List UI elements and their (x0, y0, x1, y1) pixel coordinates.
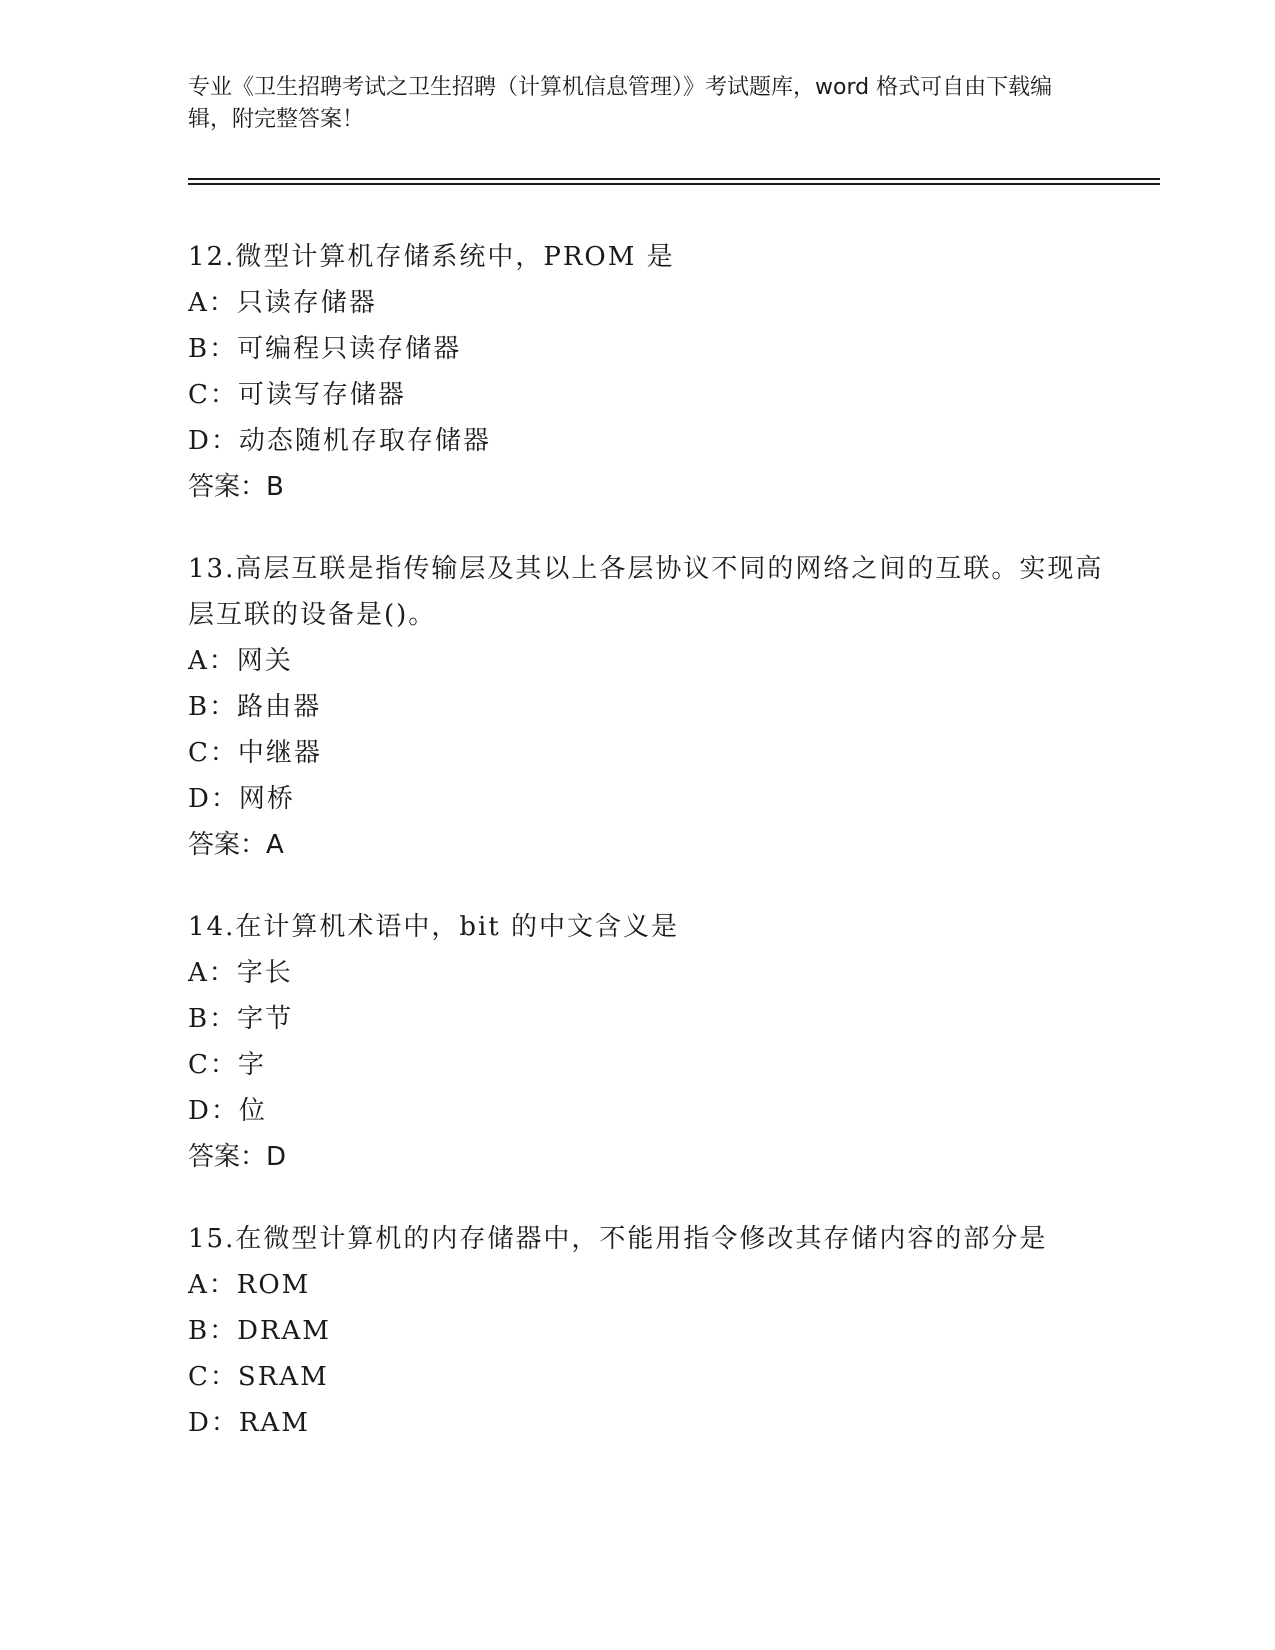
question-stem: 13.高层互联是指传输层及其以上各层协议不同的网络之间的互联。实现高层互联的设备是()。 (188, 554, 1104, 630)
option-text: 动态随机存取存储器 (238, 426, 491, 456)
option-key: B： (188, 1316, 238, 1346)
option-d (188, 418, 1108, 464)
option-c (188, 730, 1108, 776)
option-text: 可编程只读存储器 (237, 334, 462, 364)
option-key: D： (188, 784, 239, 814)
option-b (188, 684, 1108, 730)
option-text: 网桥 (238, 784, 295, 814)
option-text: 网关 (236, 646, 293, 676)
option-text: RAM (238, 1408, 310, 1438)
option-c (188, 1042, 1108, 1088)
option-key: A： (188, 958, 237, 988)
option-a (188, 638, 1108, 684)
option-text: ROM (236, 1270, 311, 1300)
option-text: 字 (237, 1050, 266, 1080)
option-key: A： (188, 1270, 237, 1300)
option-key: B： (188, 692, 238, 722)
question-list (188, 234, 1108, 1482)
option-a (188, 950, 1108, 996)
option-d (188, 1400, 1108, 1446)
option-b (188, 326, 1108, 372)
option-key: D： (188, 1408, 239, 1438)
answer-line: 答案：A (188, 830, 284, 860)
question-stem: 15.在微型计算机的内存储器中，不能用指令修改其存储内容的部分是 (188, 1224, 1048, 1254)
option-text: 路由器 (237, 692, 322, 722)
answer-line: 答案：B (188, 472, 284, 502)
option-text: 字长 (236, 958, 293, 988)
header-divider-bottom (188, 183, 1160, 185)
option-a (188, 280, 1108, 326)
option-key: C： (188, 380, 238, 410)
header-divider-top (188, 178, 1160, 180)
question-13 (188, 546, 1108, 868)
answer-line: 答案：D (188, 1142, 287, 1172)
option-key: C： (188, 1050, 238, 1080)
option-text: DRAM (237, 1316, 331, 1346)
option-key: A： (188, 288, 237, 318)
option-key: C： (188, 1362, 238, 1392)
option-key: D： (188, 426, 239, 456)
option-text: 可读写存储器 (237, 380, 406, 410)
option-key: C： (188, 738, 238, 768)
question-stem: 14.在计算机术语中，bit 的中文含义是 (188, 912, 680, 942)
option-d (188, 776, 1108, 822)
option-c (188, 1354, 1108, 1400)
question-stem: 12.微型计算机存储系统中，PROM 是 (188, 242, 675, 272)
question-12 (188, 234, 1108, 510)
option-key: A： (188, 646, 237, 676)
option-c (188, 372, 1108, 418)
header-intro-text: 专业《卫生招聘考试之卫生招聘（计算机信息管理）》考试题库，word 格式可自由下载编辑，附完整答案！ (188, 75, 1053, 132)
option-b (188, 996, 1108, 1042)
option-key: B： (188, 334, 238, 364)
question-15 (188, 1216, 1108, 1446)
option-d (188, 1088, 1108, 1134)
option-text: 中继器 (237, 738, 322, 768)
option-a (188, 1262, 1108, 1308)
option-text: SRAM (237, 1362, 329, 1392)
option-text: 位 (238, 1096, 267, 1126)
question-14 (188, 904, 1108, 1180)
option-text: 字节 (237, 1004, 294, 1034)
option-text: 只读存储器 (236, 288, 377, 318)
option-b (188, 1308, 1108, 1354)
option-key: D： (188, 1096, 239, 1126)
document-header (188, 72, 1088, 136)
option-key: B： (188, 1004, 238, 1034)
